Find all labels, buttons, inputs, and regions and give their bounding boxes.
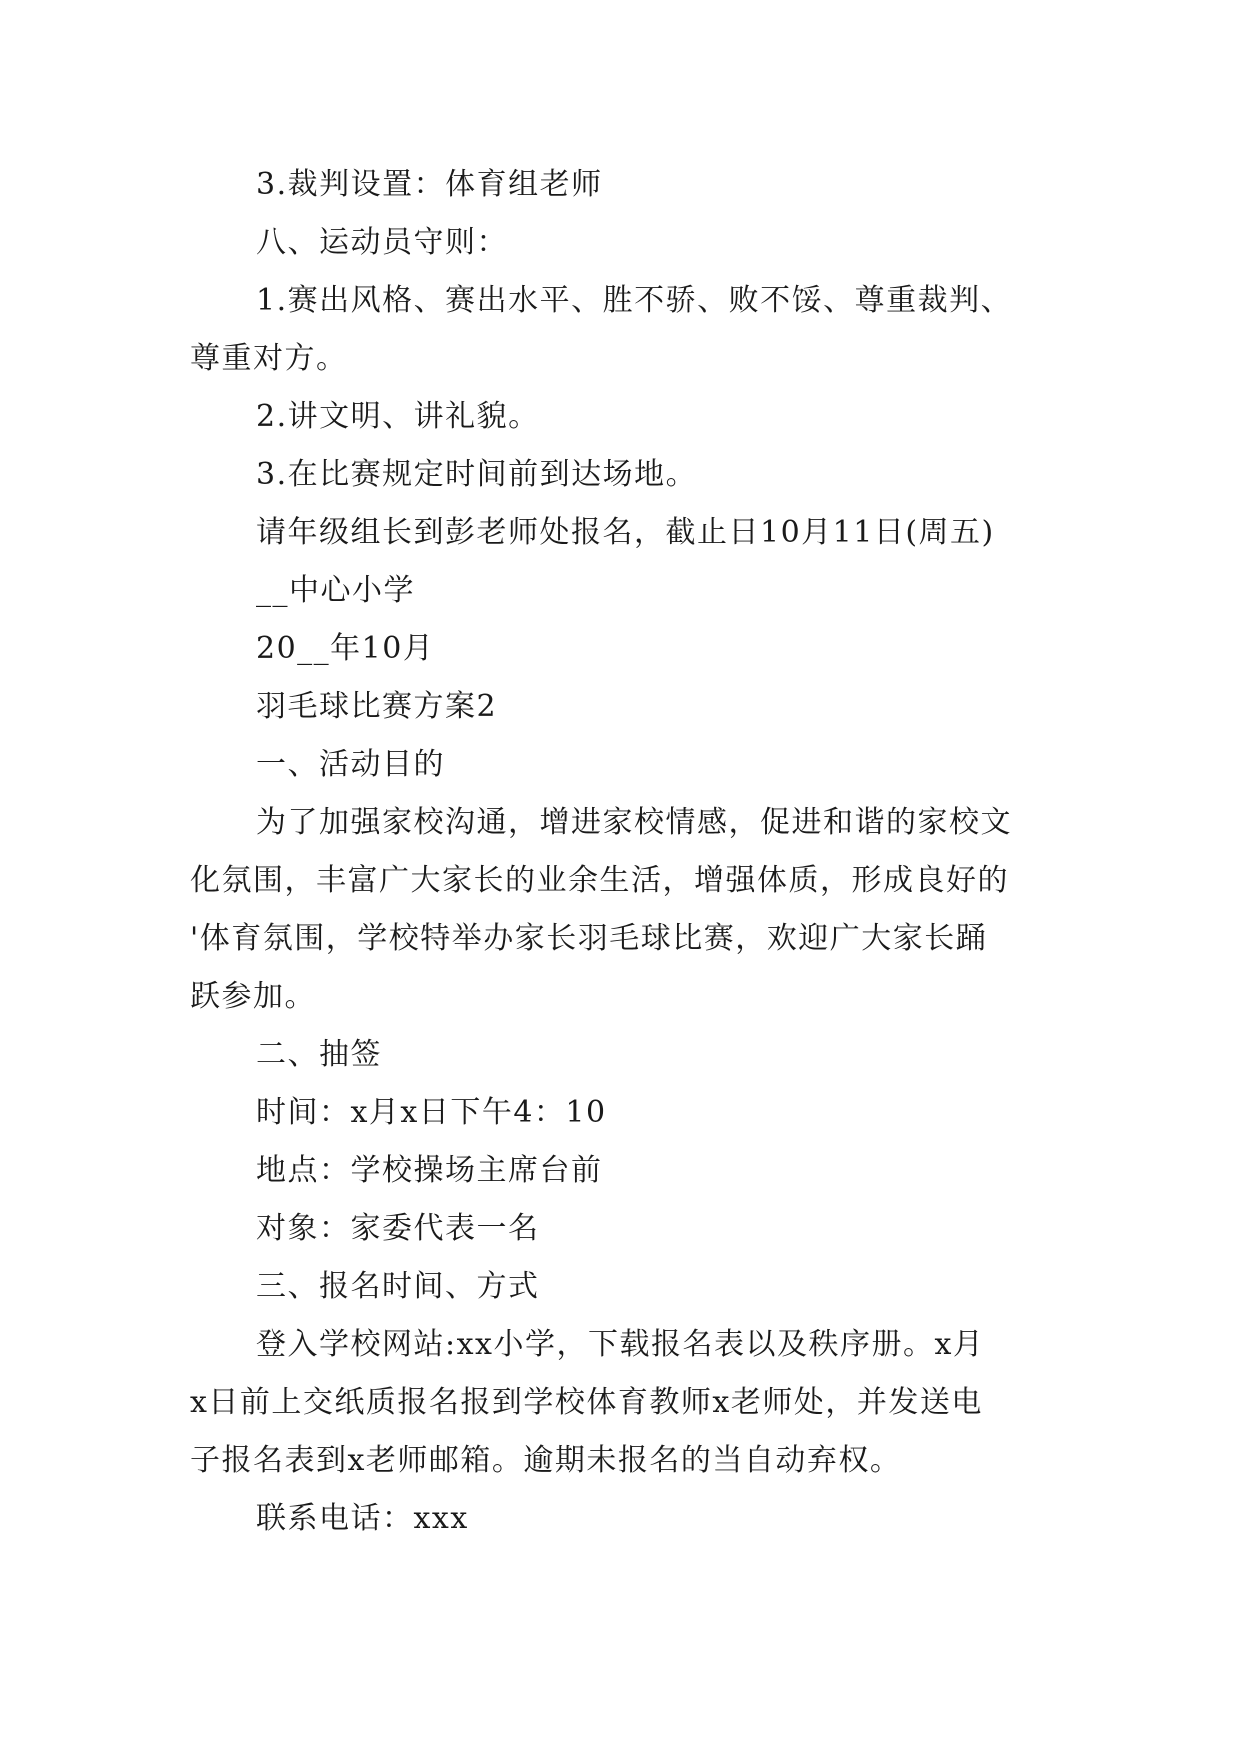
registration-paragraph-line-2: x日前上交纸质报名报到学校体育教师x老师处，并发送电 [190, 1385, 983, 1420]
purpose-paragraph-line-4: 跃参加。 [190, 979, 316, 1014]
draw-time: 时间：x月x日下午4：10 [256, 1095, 607, 1130]
athlete-rules-heading: 八、运动员守则： [256, 225, 508, 260]
plan-2-title: 羽毛球比赛方案2 [256, 689, 498, 724]
registration-notice: 请年级组长到彭老师处报名，截止日10月11日(周五) [256, 515, 995, 550]
draw-participant: 对象：家委代表一名 [256, 1211, 540, 1246]
rule-3-line: 3.在比赛规定时间前到达场地。 [256, 457, 698, 492]
purpose-heading: 一、活动目的 [256, 747, 445, 782]
registration-heading: 三、报名时间、方式 [256, 1269, 540, 1304]
contact-phone: 联系电话：xxx [256, 1501, 469, 1536]
registration-paragraph-line-3: 子报名表到x老师邮箱。逾期未报名的当自动弃权。 [190, 1443, 902, 1478]
draw-heading: 二、抽签 [256, 1037, 382, 1072]
rule-2-line: 2.讲文明、讲礼貌。 [256, 399, 540, 434]
registration-paragraph-line-1: 登入学校网站:xx小学，下载报名表以及秩序册。x月 [256, 1327, 985, 1362]
referee-setting-line: 3.裁判设置：体育组老师 [256, 167, 603, 202]
purpose-paragraph-line-1: 为了加强家校沟通，增进家校情感，促进和谐的家校文 [256, 805, 1012, 840]
purpose-paragraph-line-3: '体育氛围，学校特举办家长羽毛球比赛，欢迎广大家长踊 [190, 921, 988, 956]
rule-1-continuation: 尊重对方。 [190, 341, 348, 376]
school-signature: __中心小学 [256, 573, 415, 608]
signature-date: 20__年10月 [256, 631, 435, 666]
draw-location: 地点：学校操场主席台前 [256, 1153, 603, 1188]
purpose-paragraph-line-2: 化氛围，丰富广大家长的业余生活，增强体质，形成良好的 [190, 863, 1009, 898]
rule-1-line: 1.赛出风格、赛出水平、胜不骄、败不馁、尊重裁判、 [256, 283, 1013, 318]
